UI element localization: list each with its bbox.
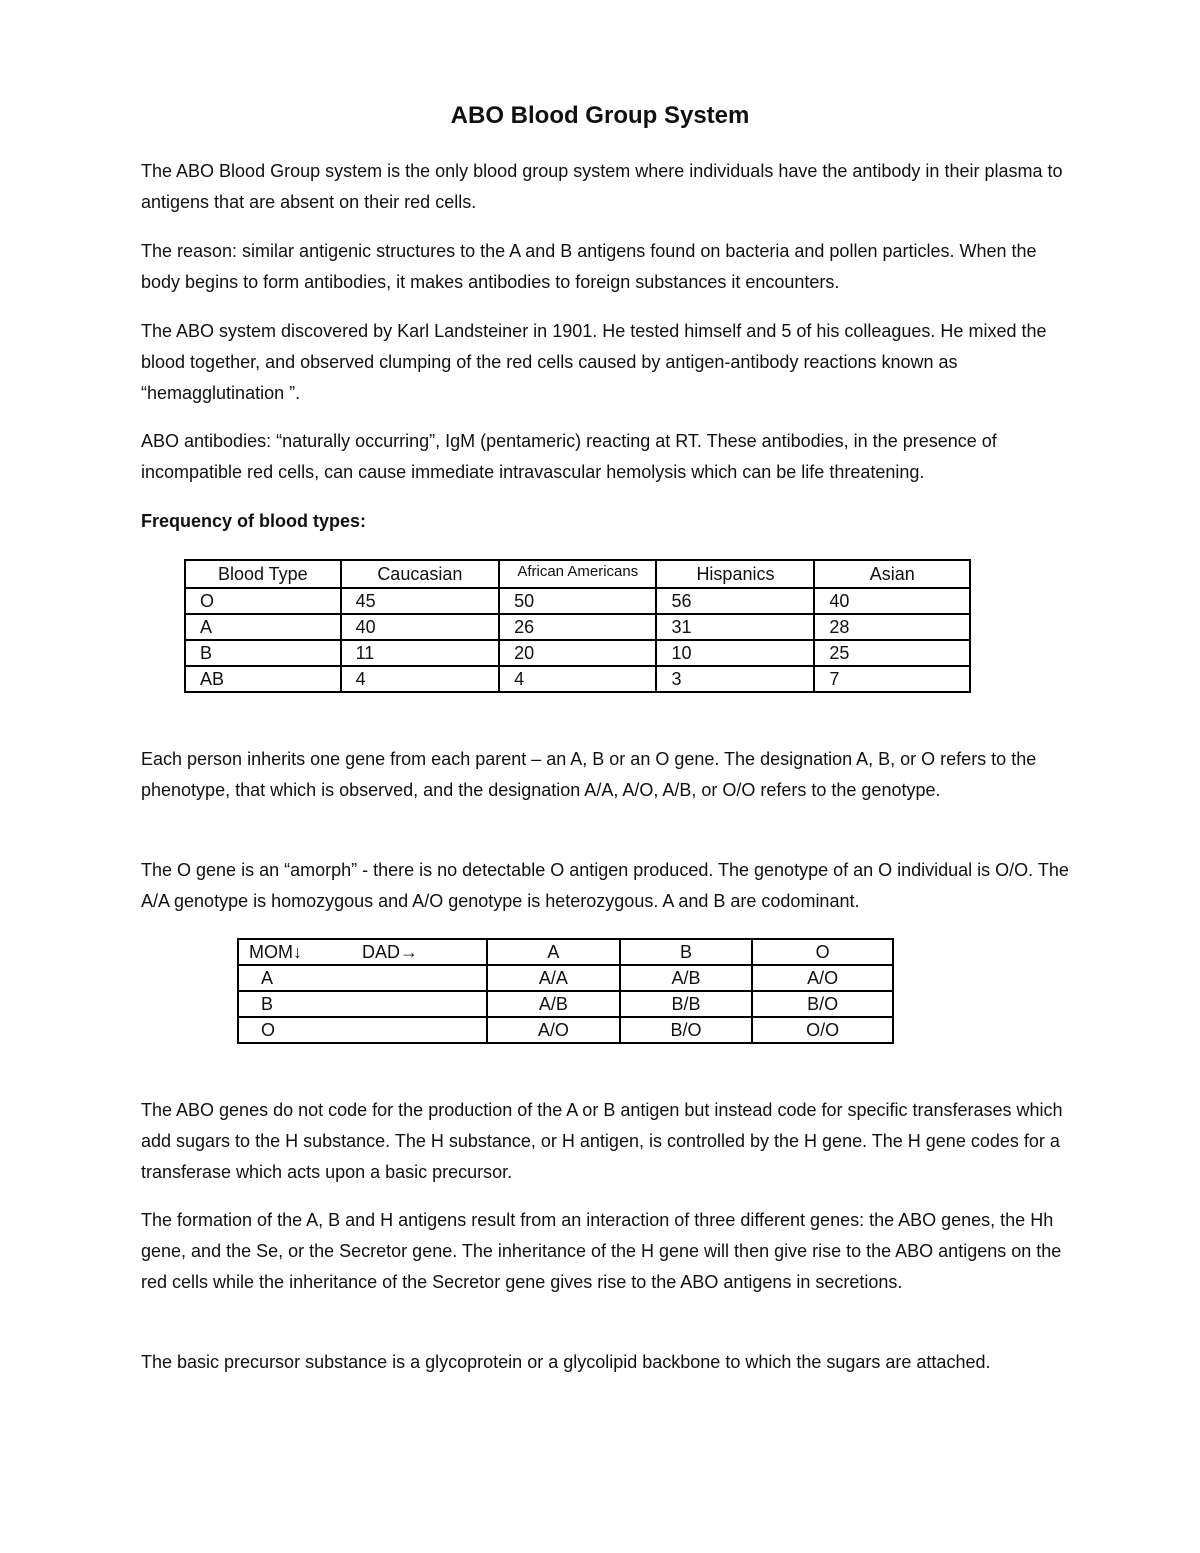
table-row [185, 640, 970, 666]
paragraph-o-gene: The O gene is an “amorph” - there is no detectable O antigen produced. The genotype of an O individual is O/O. The A/A genotype is homozygous and A/O genotype is heterozygous. A and B are codominant. [141, 860, 1069, 911]
header-blood-type: Blood Type [185, 560, 341, 588]
table-row [185, 614, 970, 640]
table-cell: A [185, 614, 341, 640]
mom-label: MOM [249, 942, 293, 962]
table-cell: 4 [341, 666, 499, 692]
genotype-cell: B/O [620, 1017, 753, 1043]
genotype-cell: B/O [752, 991, 893, 1017]
genotype-cell: B/B [620, 991, 753, 1017]
frequency-table [184, 559, 971, 693]
paragraph-formation: The formation of the A, B and H antigens result from an interaction of three different genes: the ABO genes, the Hh gene, and the Se, or the Secretor gene. The inheritance of the H gene will then give rise to the ABO antigens on the red cells while the inheritance of the Secretor gene gives rise to the ABO antigens in secretions. [141, 1210, 1062, 1292]
table-cell: 7 [814, 666, 970, 692]
table-cell: 20 [499, 640, 656, 666]
parent-label-cell [238, 939, 487, 965]
mom-allele: B [238, 991, 487, 1017]
arrow-right-icon: → [400, 942, 419, 962]
paragraph-discovery: The ABO system discovered by Karl Landsteiner in 1901. He tested himself and 5 of his colleagues. He mixed the blood together, and observed clumping of the red cells caused by antigen-antibody reactions known as “hemagglutination ”. [141, 321, 1047, 403]
arrow-down-icon: ↓ [293, 942, 302, 962]
table-row [238, 1017, 893, 1043]
header-asian: Asian [814, 560, 970, 588]
table-cell: 10 [656, 640, 814, 666]
paragraph-precursor: The basic precursor substance is a glycoprotein or a glycolipid backbone to which the sugars are attached. [141, 1352, 991, 1372]
table-row [185, 666, 970, 692]
table-cell: 28 [814, 614, 970, 640]
frequency-heading: Frequency of blood types: [141, 511, 367, 531]
header-african-americans: African Americans [499, 560, 656, 588]
table-cell: AB [185, 666, 341, 692]
table-row [185, 588, 970, 614]
genotype-cell: A/B [487, 991, 620, 1017]
inheritance-header-row [238, 939, 893, 965]
table-cell: 56 [656, 588, 814, 614]
header-hispanics: Hispanics [656, 560, 814, 588]
table-row [238, 965, 893, 991]
page-title: ABO Blood Group System [450, 102, 750, 129]
paragraph-reason: The reason: similar antigenic structures to the A and B antigens found on bacteria and pollen particles. When the body begins to form antibodies, it makes antibodies to foreign substances it encounters. [141, 241, 1037, 292]
table-cell: 40 [341, 614, 499, 640]
genotype-cell: A/A [487, 965, 620, 991]
table-cell: 25 [814, 640, 970, 666]
header-caucasian: Caucasian [341, 560, 499, 588]
paragraph-antibodies: ABO antibodies: “naturally occurring”, IgM (pentameric) reacting at RT. These antibodies, in the presence of incompatible red cells, can cause immediate intravascular hemolysis which can be life threatening. [141, 431, 997, 482]
table-cell: 40 [814, 588, 970, 614]
genotype-cell: A/O [752, 965, 893, 991]
dad-allele-o: O [752, 939, 893, 965]
table-cell: 4 [499, 666, 656, 692]
table-cell: 45 [341, 588, 499, 614]
paragraph-transferases: The ABO genes do not code for the production of the A or B antigen but instead code for specific transferases which add sugars to the H substance. The H substance, or H antigen, is controlled by the H gene. The H gene codes for a transferase which acts upon a basic precursor. [141, 1100, 1063, 1182]
paragraph-inheritance: Each person inherits one gene from each parent – an A, B or an O gene. The designation A, B, or O refers to the phenotype, that which is observed, and the designation A/A, A/O, A/B, or O/O refers to the genotype. [141, 749, 1037, 800]
table-cell: B [185, 640, 341, 666]
dad-label: DAD [362, 942, 401, 962]
dad-allele-a: A [487, 939, 620, 965]
genotype-cell: A/O [487, 1017, 620, 1043]
paragraph-intro: The ABO Blood Group system is the only blood group system where individuals have the antibody in their plasma to antigens that are absent on their red cells. [141, 161, 1063, 212]
table-cell: 31 [656, 614, 814, 640]
mom-allele: O [238, 1017, 487, 1043]
table-cell: 11 [341, 640, 499, 666]
table-cell: 3 [656, 666, 814, 692]
genotype-cell: A/B [620, 965, 753, 991]
table-cell: 26 [499, 614, 656, 640]
dad-allele-b: B [620, 939, 753, 965]
table-row [238, 991, 893, 1017]
genotype-cell: O/O [752, 1017, 893, 1043]
inheritance-table [237, 938, 894, 1044]
table-cell: 50 [499, 588, 656, 614]
frequency-header-row [185, 560, 970, 588]
mom-allele: A [238, 965, 487, 991]
table-cell: O [185, 588, 341, 614]
